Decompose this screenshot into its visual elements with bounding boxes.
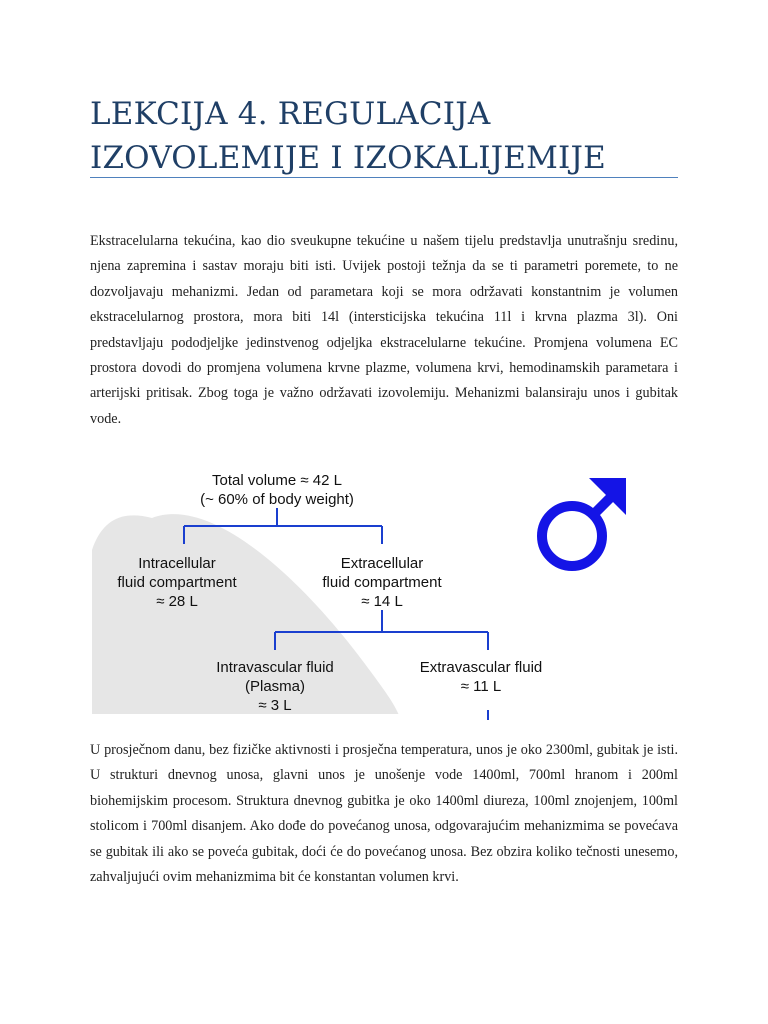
intravascular-node-line-2: (Plasma) (244, 678, 306, 695)
extracellular-node-line-2: fluid compartment (322, 574, 442, 591)
page-title: LEKCIJA 4. REGULACIJA IZOVOLEMIJE I IZOKALIJEMIJE (90, 96, 606, 176)
intravascular-node-line-1: Intravascular fluid (216, 659, 334, 676)
extravascular-node-line-1: Extravascular fluid (419, 659, 543, 676)
extracellular-node-line-1: Extracellular (340, 555, 424, 572)
daily-balance-paragraph: U prosječnom danu, bez fizičke aktivnosti i prosječna temperatura, unos je oko 2300ml, gubitak je isti. U strukturi dnevnog unosa, glavni unos je unošenje vode 1400ml, 700ml hranom i 200ml biohemijskim procesom. Struktura dnevnog gubitka je oko 1400ml diureza, 100ml znojenjem, 100ml stolicom i 700ml disanjem. Ako dođe do povećanog unosa, odgovarajućim mehanizmima se povećava se gubitak ili ako se poveća gubitak, doći će do povećanog unosa. Bez obzira koliko tečnosti unesemo, zahvaljujući ovim mehanizmima bit će konstantan volumen krvi. (90, 742, 678, 886)
male-symbol-icon (542, 478, 626, 566)
intracellular-node-line-1: Intracellular (138, 555, 216, 572)
intro-paragraph: Ekstracelularna tekućina, kao dio sveukupne tekućine u našem tijelu predstavlja unutrašnju sredinu, njena zapremina i sastav moraju biti isti. Uvijek postoji težnja da se ti parametri poremete, to ne dozvoljavaju mehanizmi. Jedan od parametara koji se mora održavati konstantnim je volumen ekstracelularnog prostora, mora biti 14l (intersticijska tekućina 11l i krvna plazma 3l). Oni predstavljaju pododjeljke jedinstvenog odjeljka ekstracelularne tekućine. Promjena volumena EC prostora dovodi do promjena volumena krvne plazme, volumena krvi, hemodinamskih parametara i arterijski pritisak. Zbog toga je važno održavati izovolemiju. Mehanizmi balansiraju unos i gubitak vode. (90, 233, 678, 427)
intracellular-node-line-2: fluid compartment (117, 574, 237, 591)
extravascular-node-line-2: ≈ 11 L (460, 678, 502, 695)
fluid-compartment-diagram (92, 460, 682, 720)
extracellular-node-line-3: ≈ 14 L (361, 593, 403, 610)
root-node-line-2: (~ 60% of body weight) (200, 491, 354, 508)
root-node-line-1: Total volume ≈ 42 L (212, 472, 342, 489)
title-divider (90, 177, 678, 178)
intravascular-node-line-3: ≈ 3 L (258, 697, 292, 714)
intracellular-node-line-3: ≈ 28 L (156, 593, 198, 610)
